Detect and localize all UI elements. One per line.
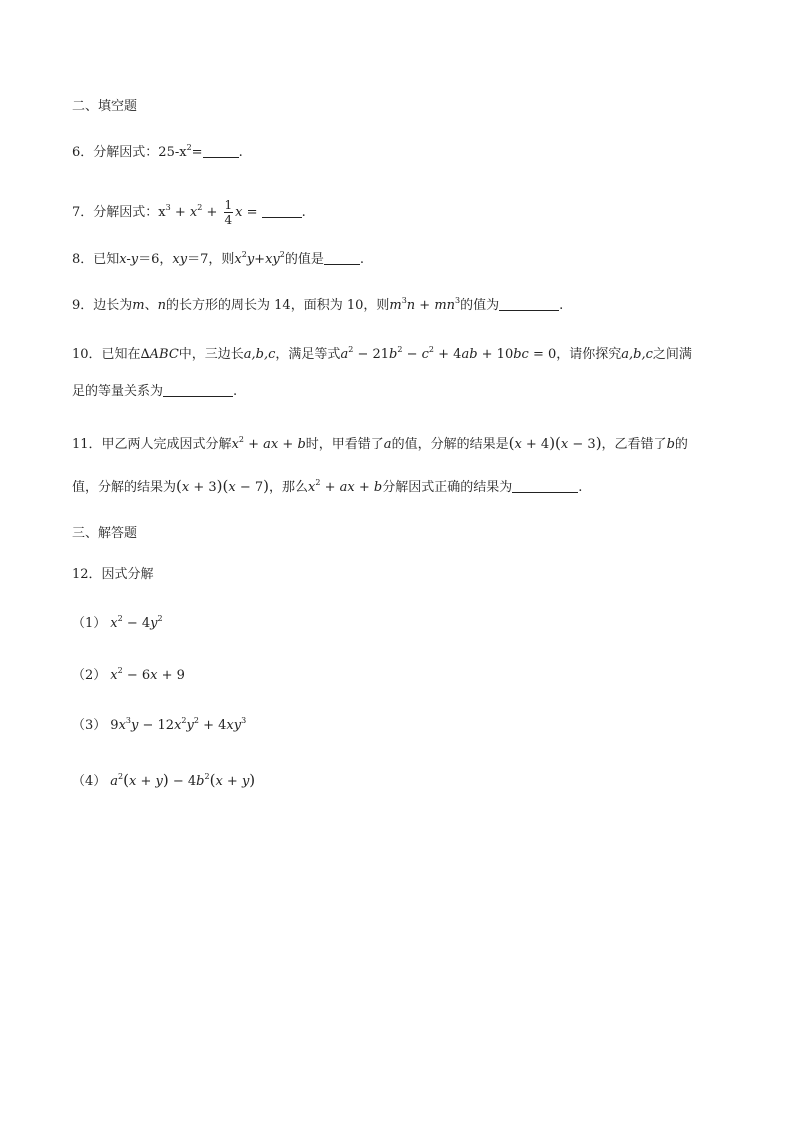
question-11: 11．甲乙两人完成因式分解$x^2$ + ax + b时，甲看错了a的值，分解的结果是(x + 4)(x − 3)，乙看错了b的	[72, 434, 688, 452]
answer-blank[interactable]	[512, 480, 578, 493]
question-9: 9．边长为m、n的长方形的周长为 14，面积为 10，则$m^3n + mn^3$的值为 .	[72, 296, 564, 313]
question-12-part-2: （2） $x^2 - 6x + 9$	[72, 666, 185, 683]
question-10-line-2: 足的等量关系为 .	[72, 384, 238, 399]
section-title-fill-in: 二、填空题	[72, 99, 138, 114]
question-12-part-3: （3） $9x^3y - 12x^2y^2 + 4xy^3$	[72, 716, 247, 733]
fraction-one-quarter: $\frac{1}{4}$	[224, 198, 233, 227]
question-10: 10．已知在∆ABC中，三边长a,b,c，满足等式$a^2 - 21b^2 - c^2 + 4ab + 10bc = 0$，请你探究a,b,c之间满	[72, 345, 692, 362]
question-11-line-2: 值，分解的结果为(x + 3)(x − 7)，那么$x^2$ + ax + b分解因式正确的结果为 .	[72, 477, 583, 495]
question-6: 6．分解因式：$25-x^2=$ .	[72, 143, 243, 160]
question-12-part-1: （1） $x^2 - 4y^2$	[72, 614, 163, 631]
question-7: 7．分解因式：$x^3 + x^2$ + $\frac{1}{4}$ x = .	[72, 198, 306, 227]
answer-blank[interactable]	[262, 205, 302, 218]
question-12-part-4: （4） $a^2(x + y) - 4b^2(x + y)$	[72, 771, 256, 789]
question-8: 8．已知x-y＝6，xy＝7，则$x^2y+xy^2$的值是 .	[72, 250, 364, 267]
answer-blank[interactable]	[499, 298, 559, 311]
answer-blank[interactable]	[203, 145, 239, 158]
answer-blank[interactable]	[163, 384, 233, 397]
answer-blank[interactable]	[324, 252, 360, 265]
question-12: 12．因式分解	[72, 567, 154, 582]
section-title-answer: 三、解答题	[72, 526, 138, 541]
triangle-symbol: ∆	[140, 347, 150, 362]
